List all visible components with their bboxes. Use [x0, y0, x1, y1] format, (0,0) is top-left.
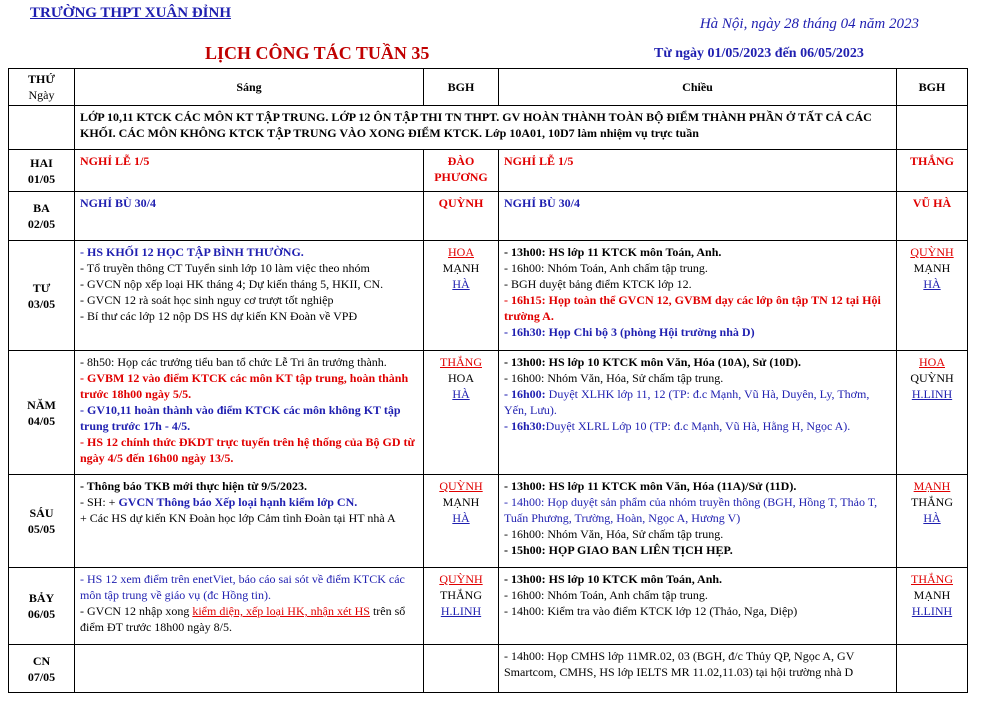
bgh-morning-cell: THẮNG HOA HÀ — [424, 351, 499, 475]
col-bgh-afternoon-header: BGH — [897, 69, 968, 106]
table-row — [9, 351, 968, 475]
day-cell: CN 07/05 — [9, 645, 75, 693]
table-row — [9, 192, 968, 241]
morning-cell: - Thông báo TKB mới thực hiện từ 9/5/2023. - SH: + GVCN Thông báo Xếp loại hạnh kiểm lớp CN. + Các HS dự kiến KN Đoàn học lớp Cảm tình Đoàn tại HT nhà A — [75, 475, 424, 568]
afternoon-cell: - 13h00: HS lớp 10 KTCK môn Văn, Hóa (10A), Sử (10D). - 16h00: Nhóm Văn, Hóa, Sử chấm tập trung. - 16h00: Duyệt XLHK lớp 11, 12 (TP: đ.c Mạnh, Vũ Hà, Duyên, Ly, Thơm, Yến, Lưu). - 16h30:Duyệt XLRL Lớp 10 (TP: đ.c Mạnh, Vũ Hà, Hằng H, Ngọc A). — [499, 351, 897, 475]
bgh-afternoon-cell: THẮNG MẠNH H.LINH — [897, 568, 968, 645]
bgh-morning-cell — [424, 645, 499, 693]
morning-cell — [75, 645, 424, 693]
schedule-table — [8, 68, 968, 693]
col-morning-header: Sáng — [75, 69, 424, 106]
bgh-afternoon-cell: MẠNH THẮNG HÀ — [897, 475, 968, 568]
notice-empty-cell — [9, 106, 75, 150]
table-row — [9, 645, 968, 693]
col-afternoon-header: Chiều — [499, 69, 897, 106]
notice-empty-cell — [897, 106, 968, 150]
school-name: TRƯỜNG THPT XUÂN ĐỈNH — [30, 5, 231, 21]
col-bgh-morning-header: BGH — [424, 69, 499, 106]
table-row — [9, 150, 968, 192]
bgh-morning-cell: HOA MẠNH HÀ — [424, 241, 499, 351]
day-cell: SÁU 05/05 — [9, 475, 75, 568]
table-row — [9, 568, 968, 645]
col-day-header: THỨ Ngày — [9, 69, 75, 106]
day-cell: NĂM 04/05 — [9, 351, 75, 475]
afternoon-cell: - 14h00: Họp CMHS lớp 11MR.02, 03 (BGH, đ/c Thủy QP, Ngọc A, GV Smartcom, CMHS, HS lớp IELTS MR 11.02,11.03) tại hội trường nhà D — [499, 645, 897, 693]
day-cell: BẢY 06/05 — [9, 568, 75, 645]
afternoon-cell: - 13h00: HS lớp 10 KTCK môn Toán, Anh. - 16h00: Nhóm Toán, Anh chấm tập trung. - 14h00: Kiểm tra vào điểm KTCK lớp 12 (Thảo, Nga, Diệp) — [499, 568, 897, 645]
page-title: LỊCH CÔNG TÁC TUẦN 35 — [205, 43, 430, 63]
table-row — [9, 475, 968, 568]
morning-cell: - HS KHỐI 12 HỌC TẬP BÌNH THƯỜNG. - Tổ truyền thông CT Tuyển sinh lớp 10 làm việc theo nhóm - GVCN nộp xếp loại HK tháng 4; Dự kiến tháng 5, HKII, CN. - GVCN 12 rà soát học sinh nguy cơ trượt tốt nghiệp - Bí thư các lớp 12 nộp DS HS dự kiến KN Đoàn về VPĐ — [75, 241, 424, 351]
bgh-morning-cell: QUỲNH THẮNG H.LINH — [424, 568, 499, 645]
issue-date: Hà Nội, ngày 28 tháng 04 năm 2023 — [699, 16, 919, 32]
morning-cell: NGHỈ BÙ 30/4 — [75, 192, 424, 241]
afternoon-cell: NGHỈ BÙ 30/4 — [499, 192, 897, 241]
afternoon-cell: NGHỈ LỄ 1/5 — [499, 150, 897, 192]
morning-cell: - HS 12 xem điểm trên enetViet, báo cáo sai sót về điểm KTCK các môn tập trung về giáo vụ (đc Hồng tin). - GVCN 12 nhập xong kiểm diện, xếp loại HK, nhận xét HS trên sổ điểm ĐT trước 18h00 ngày 8/5. — [75, 568, 424, 645]
day-cell: HAI 01/05 — [9, 150, 75, 192]
bgh-morning-cell: ĐÀO PHƯƠNG — [424, 150, 499, 192]
bgh-afternoon-cell: VŨ HÀ — [897, 192, 968, 241]
bgh-morning-cell: QUỲNH — [424, 192, 499, 241]
day-cell: TƯ 03/05 — [9, 241, 75, 351]
date-range: Từ ngày 01/05/2023 đến 06/05/2023 — [654, 46, 864, 61]
morning-cell: NGHỈ LỄ 1/5 — [75, 150, 424, 192]
bgh-morning-cell: QUỲNH MẠNH HÀ — [424, 475, 499, 568]
afternoon-cell: - 13h00: HS lớp 11 KTCK môn Toán, Anh. - 16h00: Nhóm Toán, Anh chấm tập trung. - BGH duyệt bảng điểm KTCK lớp 12. - 16h15: Họp toàn thể GVCN 12, GVBM dạy các lớp ôn tập TN 12 tại Hội trường A. - 16h30: Họp Chi bộ 3 (phòng Hội trường nhà D) — [499, 241, 897, 351]
table-row — [9, 241, 968, 351]
day-cell: BA 02/05 — [9, 192, 75, 241]
week-notice: LỚP 10,11 KTCK CÁC MÔN KT TẬP TRUNG. LỚP 12 ÔN TẬP THI TN THPT. GV HOÀN THÀNH TOÀN BỘ ĐIỂM THÀNH PHẦN Ở TẤT CẢ CÁC KHỐI. CÁC MÔN KHÔNG KTCK TẬP TRUNG VÀO XONG ĐIỂM KTCK. Lớp 10A01, 10D7 làm nhiệm vụ trực tuần — [75, 106, 897, 150]
bgh-afternoon-cell: QUỲNH MẠNH HÀ — [897, 241, 968, 351]
bgh-afternoon-cell: HOA QUỲNH H.LINH — [897, 351, 968, 475]
morning-cell: - 8h50: Họp các trưởng tiểu ban tổ chức Lễ Tri ân trưởng thành. - GVBM 12 vào điểm KTCK các môn KT tập trung, hoàn thành trước 18h00 ngày 5/5. - GV10,11 hoàn thành vào điểm KTCK các môn không KT tập trung trước 17h - 4/5. - HS 12 chính thức ĐKDT trực tuyến trên hệ thống của Bộ GD từ ngày 4/5 đến 16h00 ngày 13/5. — [75, 351, 424, 475]
afternoon-cell: - 13h00: HS lớp 11 KTCK môn Văn, Hóa (11A)/Sử (11D). - 14h00: Họp duyệt sản phẩm của nhóm truyền thông (BGH, Hồng T, Thảo T, Tuấn Phương, Trường, Hoàn, Ngọc A, Hương V) - 16h00: Nhóm Văn, Hóa, Sử chấm tập trung. - 15h00: HỌP GIAO BAN LIÊN TỊCH HẸP. — [499, 475, 897, 568]
bgh-afternoon-cell — [897, 645, 968, 693]
bgh-afternoon-cell: THẮNG — [897, 150, 968, 192]
